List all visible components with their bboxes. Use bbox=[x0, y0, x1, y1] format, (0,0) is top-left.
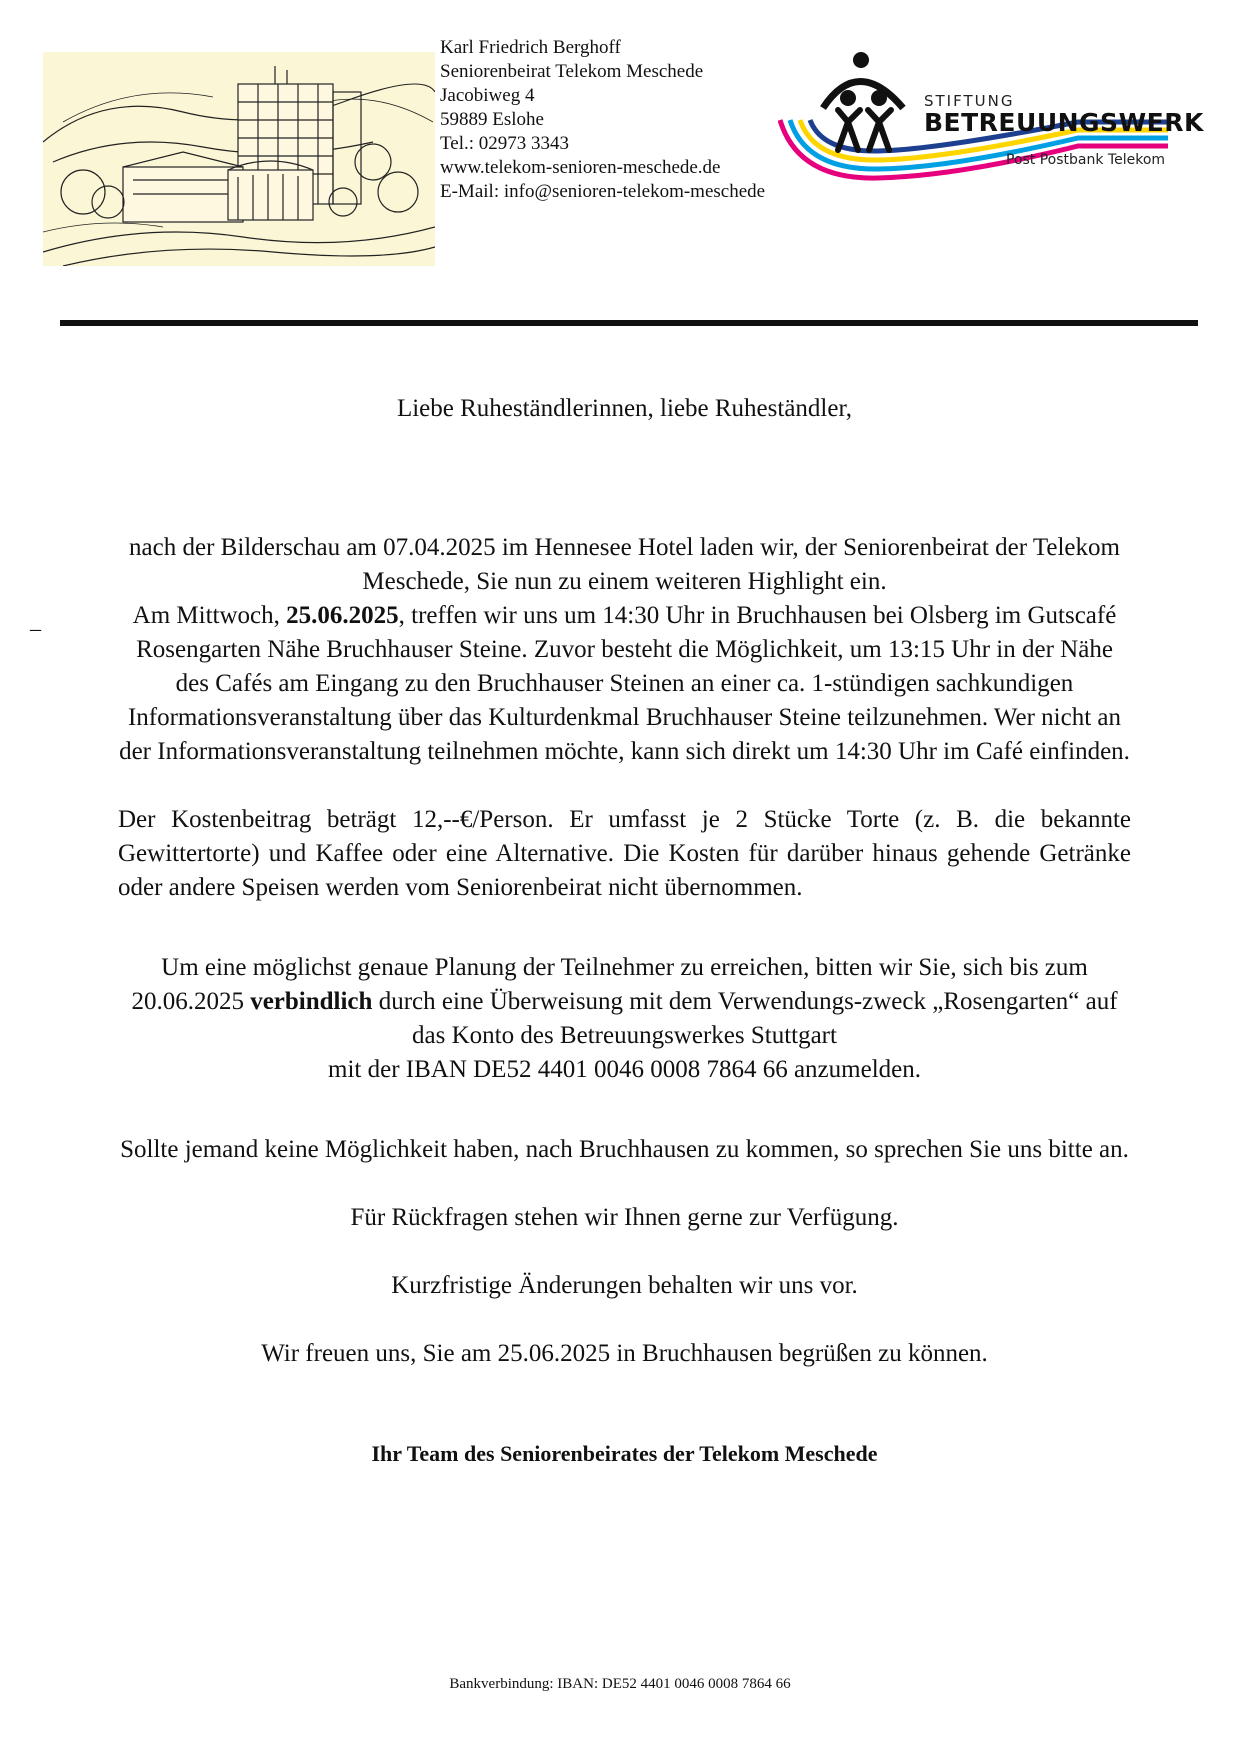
event-text-a: Am Mittwoch, bbox=[132, 602, 287, 629]
event-text-b: , treffen wir uns um 14:30 Uhr in Bruchhausen bei Olsberg im Gutscafé Rosengarten Nähe Bruchhauser Steine. Zuvor besteht die Möglichkeit, um 13:15 Uhr in der Nähe des Cafés am Eingang zu den Bruchhauser Steinen an einer ca. 1-stündigen sachkundigen Informationsveranstaltung über das Kulturdenkmal Bruchhauser Steine teilzunehmen. Wer nicht an der Informationsveranstaltung teilnehmen möchte, kann sich direkt um 14:30 Uhr im Café einfinden. bbox=[119, 602, 1130, 765]
stiftung-betreuungswerk-logo bbox=[778, 50, 1204, 192]
sender-address bbox=[440, 36, 765, 204]
bank-details-footer: Bankverbindung: IBAN: DE52 4401 0046 0008 7864 66 bbox=[449, 1676, 791, 1692]
sender-street: Jacobiweg 4 bbox=[440, 85, 535, 106]
sender-organization: Seniorenbeirat Telekom Meschede bbox=[440, 61, 704, 82]
paragraph-closing: Wir freuen uns, Sie am 25.06.2025 in Bruchhausen begrüßen zu können. bbox=[261, 1340, 988, 1367]
logo-stiftung-text: STIFTUNG bbox=[924, 92, 1015, 110]
paragraph-changes: Kurzfristige Änderungen behalten wir uns vor. bbox=[391, 1272, 858, 1299]
letter-body bbox=[118, 392, 1131, 1471]
registration-bold: verbindlich bbox=[250, 988, 373, 1015]
sender-phone: Tel.: 02973 3343 bbox=[440, 133, 570, 154]
event-date: 25.06.2025 bbox=[286, 602, 399, 629]
paragraph-intro: nach der Bilderschau am 07.04.2025 im Hennesee Hotel laden wir, der Seniorenbeirat der Telekom Meschede, Sie nun zu einem weiteren Highlight ein. bbox=[129, 534, 1120, 595]
signature: Ihr Team des Seniorenbeirates der Telekom Meschede bbox=[371, 1441, 878, 1466]
margin-mark: _ bbox=[30, 608, 41, 633]
greeting: Liebe Ruheständlerinnen, liebe Ruheständler, bbox=[396, 395, 853, 422]
paragraph-questions: Für Rückfragen stehen wir Ihnen gerne zur Verfügung. bbox=[350, 1204, 899, 1231]
registration-text-c: mit der IBAN DE52 4401 0046 0008 7864 66 anzumelden. bbox=[328, 1056, 921, 1083]
sender-website: www.telekom-senioren-meschede.de bbox=[440, 157, 721, 178]
paragraph-transport: Sollte jemand keine Möglichkeit haben, nach Bruchhausen zu kommen, so sprechen Sie uns bitte an. bbox=[120, 1136, 1129, 1163]
sender-email: E-Mail: info@senioren-telekom-meschede bbox=[440, 181, 766, 202]
header-divider bbox=[60, 320, 1198, 326]
registration-text-b: durch eine Überweisung mit dem Verwendungs-zweck „Rosengarten“ auf das Konto des Betreuungswerkes Stuttgart bbox=[372, 988, 1118, 1049]
sender-name: Karl Friedrich Berghoff bbox=[440, 37, 621, 58]
paragraph-costs: Der Kostenbeitrag beträgt 12,--€/Person. Er umfasst je 2 Stücke Torte (z. B. die bekannte Gewittertorte) und Kaffee oder eine Alternative. Die Kosten für darüber hinaus gehende Getränke oder andere Speisen werden vom Seniorenbeirat nicht übernommen. bbox=[118, 806, 1131, 901]
registration-text-a: Um eine möglichst genaue Planung der Teilnehmer zu erreichen, bitten wir Sie, sich bis zum 20.06.2025 bbox=[131, 954, 1088, 1015]
logo-sub-text: Post Postbank Telekom bbox=[1006, 152, 1166, 168]
sender-city: 59889 Eslohe bbox=[440, 109, 544, 130]
paragraph-registration bbox=[118, 951, 1131, 1087]
building-illustration bbox=[43, 52, 435, 266]
paragraph-event bbox=[118, 599, 1131, 769]
logo-name-text: BETREUUNGSWERK bbox=[924, 108, 1204, 137]
